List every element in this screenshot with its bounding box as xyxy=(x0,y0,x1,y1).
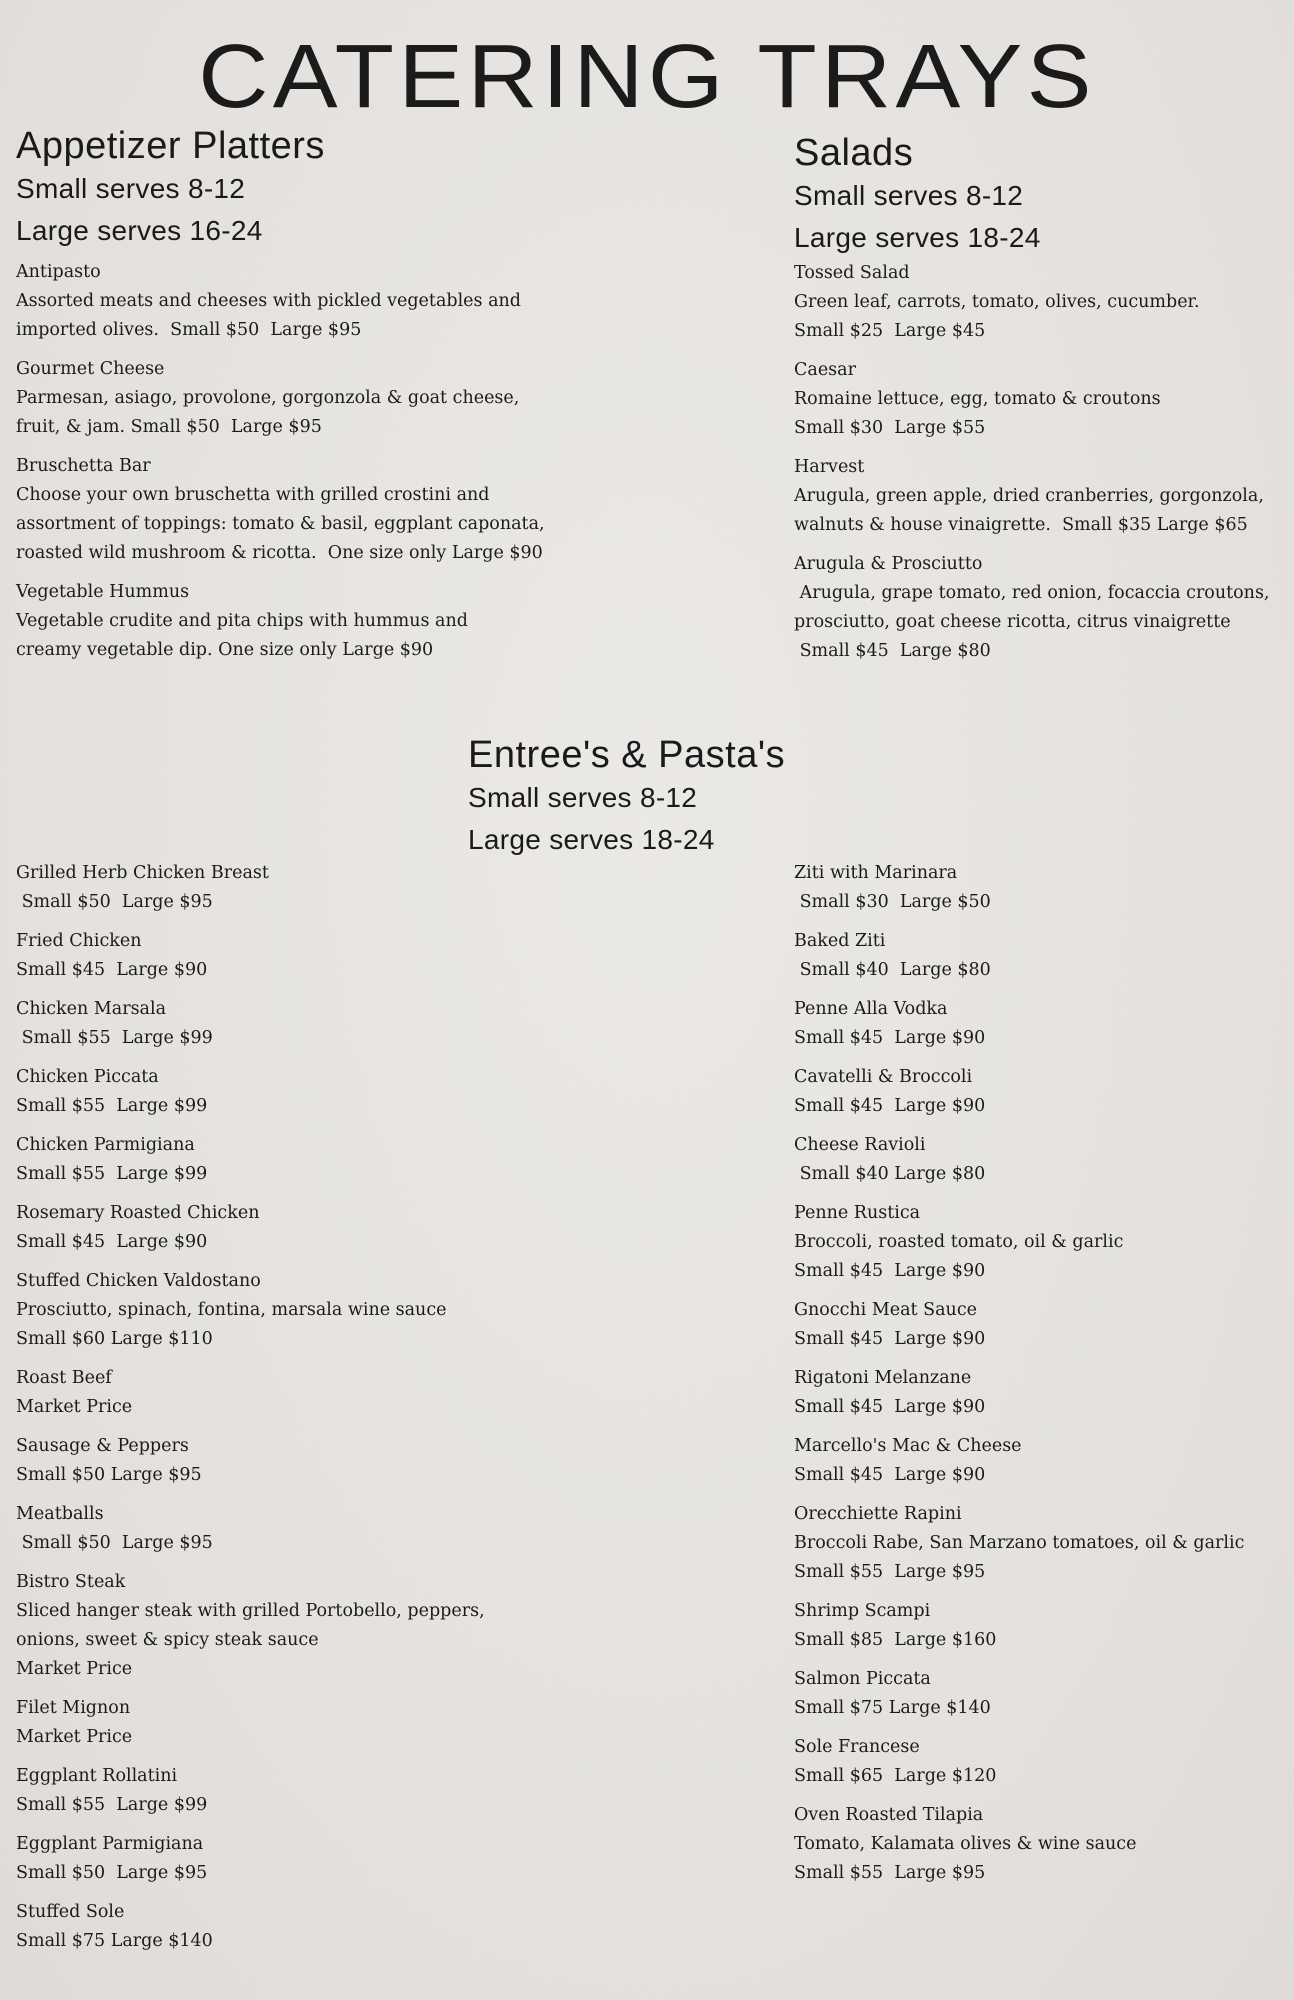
menu-item-name: Sole Francese xyxy=(794,1737,920,1757)
menu-item-detail: Small $25 Large $45 xyxy=(794,321,986,341)
menu-item-detail: Parmesan, asiago, provolone, gorgonzola & goat cheese, xyxy=(16,388,520,408)
menu-item-name: Sausage & Peppers xyxy=(16,1436,189,1456)
menu-item-detail: Small $50 Large $95 xyxy=(16,1533,213,1553)
menu-item-detail: Small $55 Large $99 xyxy=(16,1096,208,1116)
menu-item-name: Marcello's Mac & Cheese xyxy=(794,1436,1022,1456)
menu-item-name: Tossed Salad xyxy=(794,263,910,283)
entrees-left-list xyxy=(16,859,576,1956)
menu-item xyxy=(16,258,576,345)
menu-item xyxy=(16,1830,576,1888)
menu-item xyxy=(16,452,576,568)
menu-item-name: Harvest xyxy=(794,457,865,477)
menu-item xyxy=(16,1364,576,1422)
salads-heading: Salads xyxy=(794,132,914,174)
menu-item-name: Gnocchi Meat Sauce xyxy=(794,1300,977,1320)
entrees-right-column xyxy=(794,859,1284,1898)
menu-item xyxy=(16,1432,576,1490)
menu-item-name: Salmon Piccata xyxy=(794,1669,931,1689)
menu-item-name: Chicken Marsala xyxy=(16,999,167,1019)
salads-section xyxy=(794,131,1284,676)
menu-item-detail: Small $50 Large $95 xyxy=(16,892,213,912)
menu-item-name: Eggplant Parmigiana xyxy=(16,1834,204,1854)
menu-item xyxy=(794,1131,1284,1189)
menu-item-name: Arugula & Prosciutto xyxy=(794,554,983,574)
menu-item-name: Gourmet Cheese xyxy=(16,359,165,379)
menu-item-name: Penne Rustica xyxy=(794,1203,921,1223)
menu-item-name: Bistro Steak xyxy=(16,1572,126,1592)
menu-item-detail: Arugula, grape tomato, red onion, focaccia croutons, xyxy=(794,583,1270,603)
menu-item-name: Bruschetta Bar xyxy=(16,456,151,476)
menu-item-name: Cheese Ravioli xyxy=(794,1135,926,1155)
menu-item-detail: Small $75 Large $140 xyxy=(16,1931,213,1951)
menu-item-detail: Small $40 Large $80 xyxy=(794,960,991,980)
menu-item-detail: Prosciutto, spinach, fontina, marsala wine sauce xyxy=(16,1300,447,1320)
menu-item xyxy=(16,859,576,917)
menu-item-detail: Small $55 Large $99 xyxy=(16,1795,208,1815)
menu-item xyxy=(794,1432,1284,1490)
menu-item-name: Rigatoni Melanzane xyxy=(794,1368,972,1388)
menu-item xyxy=(794,1665,1284,1723)
menu-item-name: Grilled Herb Chicken Breast xyxy=(16,863,269,883)
menu-item-detail: Broccoli, roasted tomato, oil & garlic xyxy=(794,1232,1124,1252)
salads-list xyxy=(794,259,1284,666)
appetizer-small-serving: Small serves 8-12 xyxy=(16,173,246,204)
menu-item-name: Cavatelli & Broccoli xyxy=(794,1067,973,1087)
menu-item-detail: Small $85 Large $160 xyxy=(794,1630,997,1650)
menu-item-detail: Small $45 Large $90 xyxy=(794,1096,986,1116)
menu-item xyxy=(16,1063,576,1121)
entrees-large-serving: Large serves 18-24 xyxy=(468,824,715,855)
menu-item-detail: Small $50 Large $95 xyxy=(16,1465,202,1485)
menu-item-detail: assortment of toppings: tomato & basil, eggplant caponata, xyxy=(16,514,545,534)
menu-item xyxy=(16,578,576,665)
menu-item-name: Rosemary Roasted Chicken xyxy=(16,1203,260,1223)
menu-item xyxy=(794,259,1284,346)
menu-item-detail: creamy vegetable dip. One size only Large $90 xyxy=(16,640,434,660)
menu-item-detail: Small $65 Large $120 xyxy=(794,1766,997,1786)
menu-item xyxy=(16,1762,576,1820)
menu-item-detail: Assorted meats and cheeses with pickled vegetables and xyxy=(16,291,521,311)
menu-item-name: Stuffed Chicken Valdostano xyxy=(16,1271,261,1291)
menu-item xyxy=(794,1801,1284,1888)
menu-item-detail: Vegetable crudite and pita chips with hummus and xyxy=(16,611,468,631)
menu-item-detail: Small $50 Large $95 xyxy=(16,1863,208,1883)
menu-item xyxy=(16,1500,576,1558)
menu-item-detail: Broccoli Rabe, San Marzano tomatoes, oil & garlic xyxy=(794,1533,1245,1553)
menu-item-detail: Small $75 Large $140 xyxy=(794,1698,991,1718)
menu-item-detail: Small $60 Large $110 xyxy=(16,1329,213,1349)
menu-item xyxy=(794,1364,1284,1422)
menu-item xyxy=(16,927,576,985)
menu-item xyxy=(794,356,1284,443)
menu-item xyxy=(794,1296,1284,1354)
menu-item-name: Chicken Parmigiana xyxy=(16,1135,195,1155)
menu-item-detail: prosciutto, goat cheese ricotta, citrus vinaigrette xyxy=(794,612,1231,632)
menu-item-detail: Market Price xyxy=(16,1397,133,1417)
appetizer-list xyxy=(16,258,576,665)
menu-item-name: Fried Chicken xyxy=(16,931,142,951)
menu-item-detail: Small $45 Large $90 xyxy=(794,1397,986,1417)
menu-item xyxy=(794,453,1284,540)
entrees-header xyxy=(468,733,968,861)
menu-item xyxy=(794,1500,1284,1587)
menu-item xyxy=(16,1131,576,1189)
menu-item xyxy=(794,1199,1284,1286)
menu-item-detail: Green leaf, carrots, tomato, olives, cucumber. xyxy=(794,292,1200,312)
salads-small-serving: Small serves 8-12 xyxy=(794,180,1024,211)
menu-item-detail: Small $45 Large $90 xyxy=(794,1329,986,1349)
menu-item xyxy=(794,1063,1284,1121)
menu-item-detail: Small $45 Large $90 xyxy=(794,1261,986,1281)
menu-item-name: Penne Alla Vodka xyxy=(794,999,948,1019)
menu-item xyxy=(16,1267,576,1354)
menu-item-name: Caesar xyxy=(794,360,856,380)
menu-item-detail: Small $45 Large $90 xyxy=(794,1028,986,1048)
menu-item xyxy=(16,355,576,442)
menu-item-detail: Small $45 Large $80 xyxy=(794,641,991,661)
menu-item-detail: Market Price xyxy=(16,1727,133,1747)
page-title: CATERING TRAYS xyxy=(198,27,1096,127)
menu-item-name: Meatballs xyxy=(16,1504,104,1524)
menu-item-name: Chicken Piccata xyxy=(16,1067,159,1087)
menu-item xyxy=(16,1898,576,1956)
menu-item-detail: Small $55 Large $99 xyxy=(16,1164,208,1184)
menu-item xyxy=(16,1199,576,1257)
menu-item-name: Ziti with Marinara xyxy=(794,863,958,883)
menu-item-detail: Sliced hanger steak with grilled Portobello, peppers, xyxy=(16,1601,485,1621)
menu-item-name: Oven Roasted Tilapia xyxy=(794,1805,984,1825)
menu-item-name: Eggplant Rollatini xyxy=(16,1766,178,1786)
entrees-left-column xyxy=(16,859,576,1966)
menu-item-detail: Small $30 Large $50 xyxy=(794,892,991,912)
menu-item-name: Antipasto xyxy=(16,262,101,282)
menu-item-detail: walnuts & house vinaigrette. Small $35 Large $65 xyxy=(794,515,1248,535)
menu-item xyxy=(794,1733,1284,1791)
menu-item-name: Vegetable Hummus xyxy=(16,582,190,602)
appetizer-heading: Appetizer Platters xyxy=(16,125,325,167)
menu-item-detail: imported olives. Small $50 Large $95 xyxy=(16,320,362,340)
menu-item-detail: fruit, & jam. Small $50 Large $95 xyxy=(16,417,322,437)
menu-item xyxy=(794,550,1284,666)
menu-item-detail: Small $40 Large $80 xyxy=(794,1164,986,1184)
menu-item xyxy=(794,859,1284,917)
menu-item xyxy=(794,1597,1284,1655)
menu-item xyxy=(794,995,1284,1053)
menu-item-detail: Small $55 Large $95 xyxy=(794,1562,986,1582)
menu-item xyxy=(16,995,576,1053)
menu-item-detail: Tomato, Kalamata olives & wine sauce xyxy=(794,1834,1137,1854)
entrees-heading: Entree's & Pasta's xyxy=(468,734,786,776)
menu-item-detail: Small $45 Large $90 xyxy=(16,1232,208,1252)
menu-item-name: Filet Mignon xyxy=(16,1698,131,1718)
menu-item-detail: Small $45 Large $90 xyxy=(16,960,208,980)
menu-item-name: Shrimp Scampi xyxy=(794,1601,931,1621)
appetizer-section xyxy=(16,124,576,675)
menu-item xyxy=(16,1694,576,1752)
menu-item-detail: Market Price xyxy=(16,1659,133,1679)
menu-item-detail: Small $45 Large $90 xyxy=(794,1465,986,1485)
entrees-small-serving: Small serves 8-12 xyxy=(468,782,698,813)
menu-item-detail: Small $30 Large $55 xyxy=(794,418,986,438)
salads-large-serving: Large serves 18-24 xyxy=(794,222,1041,253)
menu-item-name: Baked Ziti xyxy=(794,931,886,951)
menu-item-detail: onions, sweet & spicy steak sauce xyxy=(16,1630,319,1650)
appetizer-large-serving: Large serves 16-24 xyxy=(16,215,263,246)
menu-item xyxy=(16,1568,576,1684)
menu-item-detail: Choose your own bruschetta with grilled crostini and xyxy=(16,485,490,505)
menu-item-detail: Romaine lettuce, egg, tomato & croutons xyxy=(794,389,1161,409)
entrees-right-list xyxy=(794,859,1284,1888)
menu-item-name: Orecchiette Rapini xyxy=(794,1504,962,1524)
menu-item-detail: Small $55 Large $99 xyxy=(16,1028,213,1048)
menu-item-detail: Small $55 Large $95 xyxy=(794,1863,986,1883)
menu-item-detail: Arugula, green apple, dried cranberries, gorgonzola, xyxy=(794,486,1264,506)
menu-item-detail: roasted wild mushroom & ricotta. One size only Large $90 xyxy=(16,543,543,563)
menu-item xyxy=(794,927,1284,985)
menu-item-name: Stuffed Sole xyxy=(16,1902,125,1922)
menu-item-name: Roast Beef xyxy=(16,1368,112,1388)
